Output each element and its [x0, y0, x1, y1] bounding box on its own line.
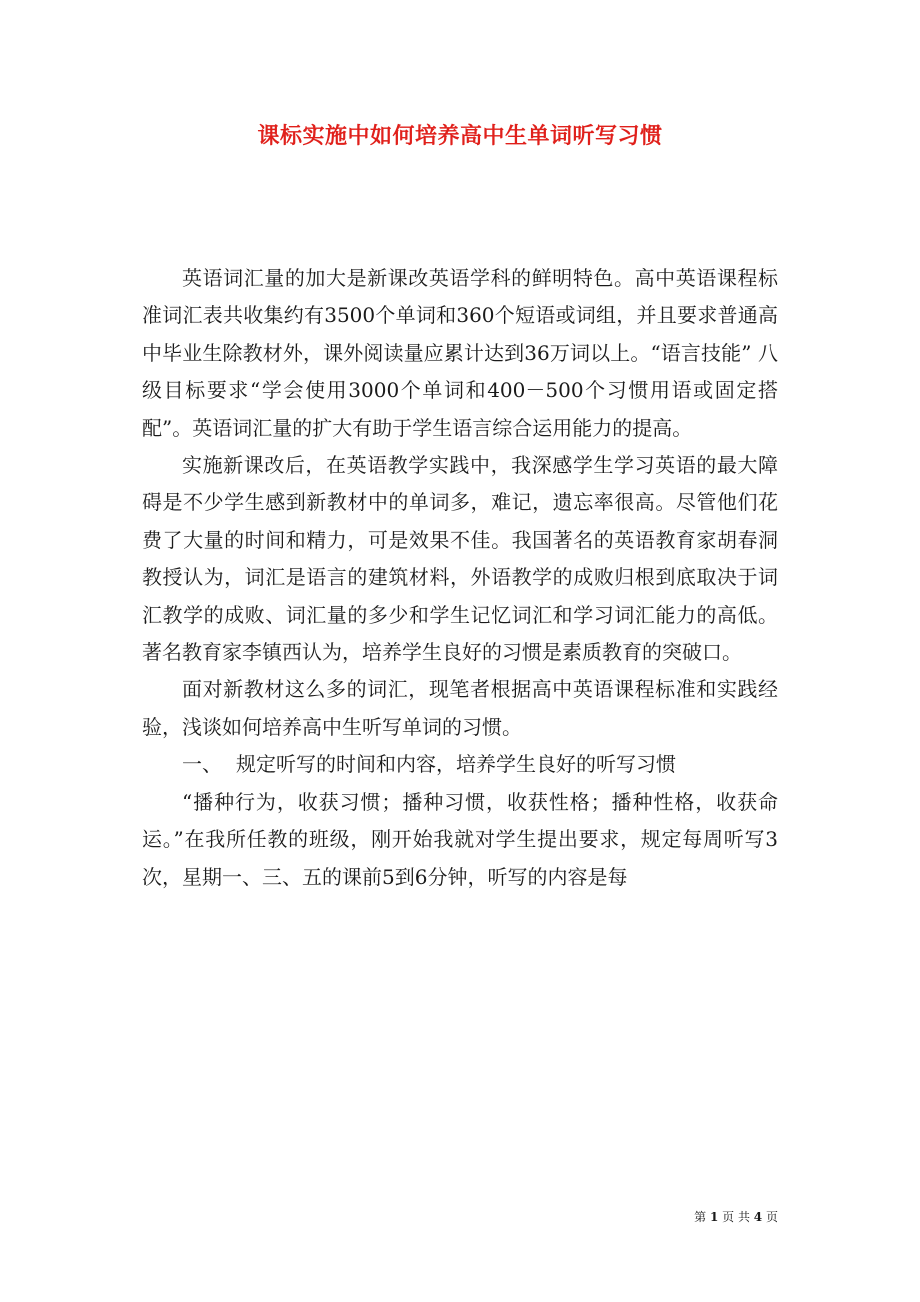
page-number-footer [694, 1209, 778, 1225]
quote-paragraph: “播种行为，收获习惯；播种习惯，收获性格；播种性格，收获命运。”在我所任教的班级，刚开始我就对学生提出要求，规定每周听写3次，星期一、三、五的课前5到6分钟，听写的内容是每 [142, 789, 778, 889]
document-title: 课标实施中如何培养高中生单词听写习惯 [257, 123, 663, 149]
paragraph-1: 英语词汇量的加大是新课改英语学科的鲜明特色。高中英语课程标准词汇表共收集约有3500个单词和360个短语或词组，并且要求普通高中毕业生除教材外，课外阅读量应累计达到36万词以上。“语言技能” 八级目标要求“学会使用3000个单词和400－500个习惯用语或固定搭配”。英语词汇量的扩大有助于学生语言综合运用能力的提高。 [142, 266, 778, 440]
section-heading-text: 规定听写的时间和内容，培养学生良好的听写习惯 [236, 752, 676, 777]
footer-prefix: 第 [694, 1210, 707, 1224]
paragraph-2: 实施新课改后，在英语教学实践中，我深感学生学习英语的最大障碍是不少学生感到新教材中的单词多，难记，遗忘率很高。尽管他们花费了大量的时间和精力，可是效果不佳。我国著名的英语教育家胡春洞教授认为，词汇是语言的建筑材料，外语教学的成败归根到底取决于词汇教学的成败、词汇量的多少和学生记忆词汇和学习词汇能力的高低。著名教育家李镇西认为，培养学生良好的习惯是素质教育的突破口。 [142, 453, 778, 665]
current-page-number: 1 [709, 1210, 719, 1224]
footer-suffix: 页 [765, 1210, 778, 1224]
paragraph-3: 面对新教材这么多的词汇，现笔者根据高中英语课程标准和实践经验，浅谈如何培养高中生听写单词的习惯。 [142, 677, 778, 739]
section-heading [142, 746, 778, 783]
footer-middle: 页 共 [722, 1210, 750, 1224]
section-number: 一、 [182, 752, 222, 777]
total-pages-number: 4 [753, 1210, 763, 1224]
document-body [142, 260, 778, 896]
